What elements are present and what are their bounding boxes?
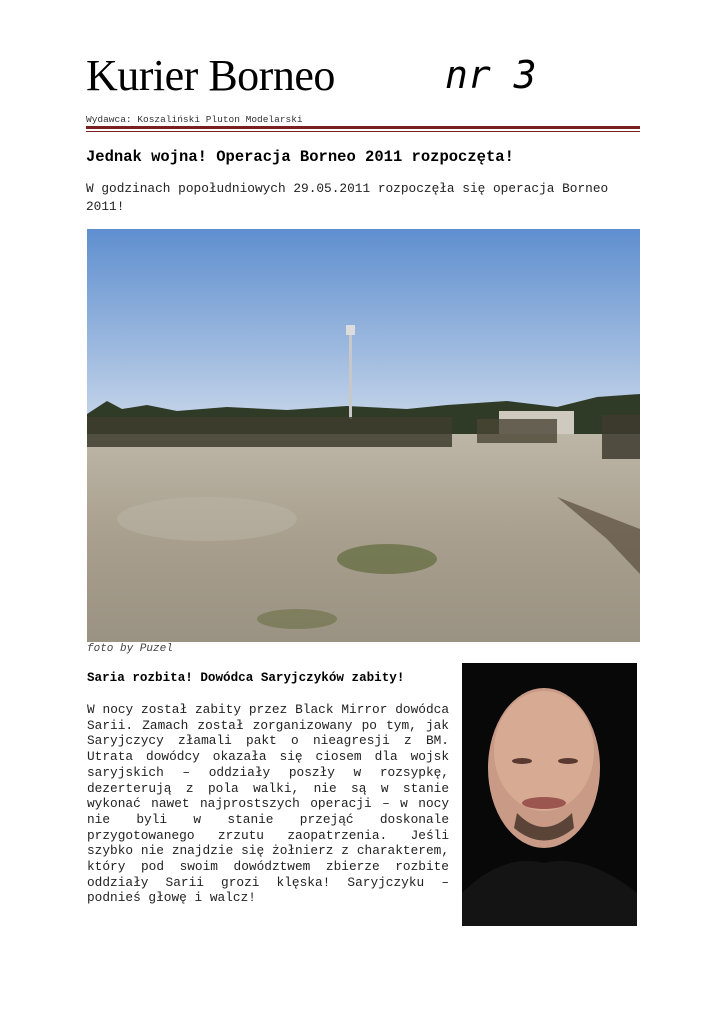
field-photo <box>87 229 640 642</box>
issue-number: nr 3 <box>445 53 537 97</box>
article2-title: Saria rozbita! Dowódca Saryjczyków zabity! <box>87 671 405 685</box>
article-headline: Jednak wojna! Operacja Borneo 2011 rozpoczęta! <box>86 148 514 166</box>
portrait-photo <box>462 663 637 926</box>
article2-body: W nocy został zabity przez Black Mirror dowódca Sarii. Zamach został zorganizowany po tym, jak Saryjczycy złamali pakt o nieagresji z BM. Utrata dowódcy okazała się ciosem dla wojsk saryjskich – oddziały poszły w rozsypkę, dezerterują z pola walki, nie są w stanie wykonać nawet najprostszych operacji – w nocy nie byli w stanie przejąć doskonale przygotowanego zrzutu zaopatrzenia. Jeśli szybko nie znajdzie się żołnierz z charakterem, który pod swoim dowództwem zbierze rozbite oddziały Sarii grozi klęska! Saryjczyku – podnieś głowę i walcz! <box>87 702 449 906</box>
article-lead: W godzinach popołudniowych 29.05.2011 rozpoczęła się operacja Borneo 2011! <box>86 181 609 214</box>
masthead-title: Kurier Borneo <box>86 51 335 100</box>
masthead-rule <box>86 126 640 129</box>
photo-caption: foto by Puzel <box>87 643 173 655</box>
masthead-rule-thin <box>86 131 640 132</box>
publisher-line: Wydawca: Koszaliński Pluton Modelarski <box>86 114 303 125</box>
